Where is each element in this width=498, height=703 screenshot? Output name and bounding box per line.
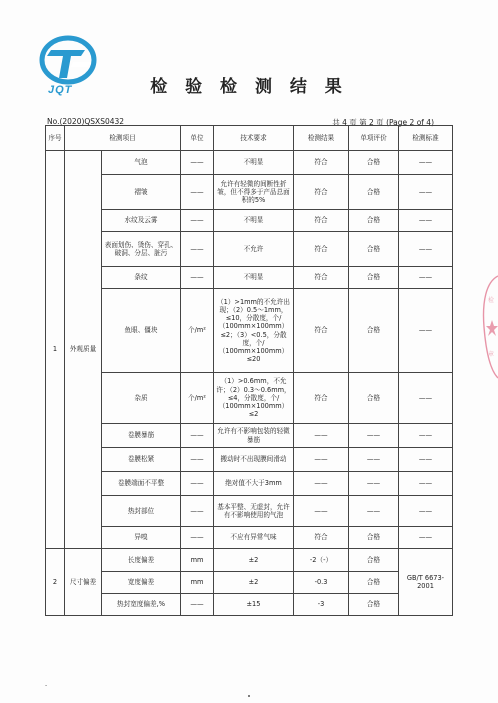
test-item: 杂质: [102, 373, 181, 424]
requirement-cell: 绝对值不大于3mm: [214, 472, 294, 496]
result-cell: ——: [294, 496, 349, 527]
test-item: 卷膜暴筋: [102, 424, 181, 448]
result-cell: ——: [294, 424, 349, 448]
result-cell: -2（-）: [294, 549, 349, 572]
requirement-cell: ±2: [214, 572, 294, 594]
requirement-cell: ±15: [214, 594, 294, 616]
table-row: [46, 175, 453, 210]
table-row: [46, 151, 453, 175]
standard-cell: GB/T 6673-2001: [399, 549, 453, 616]
unit-cell: 个/m²: [181, 289, 214, 373]
group-name: 外观质量: [65, 151, 102, 549]
standard-cell: ——: [399, 289, 453, 373]
test-item: 卷膜端面不平整: [102, 472, 181, 496]
evaluation-cell: 合格: [349, 210, 399, 232]
requirement-cell: 不明显: [214, 267, 294, 289]
evaluation-cell: 合格: [349, 527, 399, 549]
standard-cell: ——: [399, 232, 453, 267]
table-header-row: [46, 126, 453, 151]
requirement-cell: 不允许: [214, 232, 294, 267]
test-item: 条纹: [102, 267, 181, 289]
unit-cell: ——: [181, 267, 214, 289]
evaluation-cell: 合格: [349, 175, 399, 210]
evaluation-cell: 合格: [349, 267, 399, 289]
unit-cell: ——: [181, 527, 214, 549]
standard-cell: ——: [399, 210, 453, 232]
requirement-cell: 不明显: [214, 151, 294, 175]
unit-cell: mm: [181, 572, 214, 594]
result-cell: ——: [294, 448, 349, 472]
header-result: 检测结果: [294, 126, 349, 151]
standard-cell: ——: [399, 267, 453, 289]
table-row: [46, 267, 453, 289]
result-cell: 符合: [294, 232, 349, 267]
unit-cell: ——: [181, 594, 214, 616]
table-row: [46, 472, 453, 496]
standard-cell: ——: [399, 527, 453, 549]
result-cell: ——: [294, 472, 349, 496]
header-no: 序号: [46, 126, 65, 151]
requirement-cell: 基本平整、无虚封，允许有不影响使用的气泡: [214, 496, 294, 527]
test-item: 鱼眼、僵块: [102, 289, 181, 373]
result-cell: 符合: [294, 210, 349, 232]
unit-cell: ——: [181, 175, 214, 210]
unit-cell: mm: [181, 549, 214, 572]
header-unit: 单位: [181, 126, 214, 151]
requirement-cell: （1）>1mm的不允许出现；（2）0.5～1mm，≤10，分散度，个/（100mm×100mm）≤2；（3）<0.5，分散度，个/（100mm×100mm）≤20: [214, 289, 294, 373]
result-cell: 符合: [294, 151, 349, 175]
test-item: 气泡: [102, 151, 181, 175]
table-row: [46, 594, 453, 616]
unit-cell: ——: [181, 472, 214, 496]
test-item: 表面划伤、烫伤、穿孔、破洞、分层、脏污: [102, 232, 181, 267]
evaluation-cell: 合格: [349, 373, 399, 424]
requirement-cell: （1）>0.6mm，不允许；（2）0.3～0.6mm，≤4，分散度，个/（100mm×100mm）≤2: [214, 373, 294, 424]
evaluation-cell: ——: [349, 472, 399, 496]
table-row: [46, 424, 453, 448]
test-item: 卷膜松紧: [102, 448, 181, 472]
unit-cell: ——: [181, 448, 214, 472]
report-number: No.(2020)QSXS0432: [47, 117, 125, 126]
standard-cell: ——: [399, 424, 453, 448]
standard-cell: ——: [399, 448, 453, 472]
evaluation-cell: 合格: [349, 572, 399, 594]
test-item: 水纹及云雾: [102, 210, 181, 232]
table-row: [46, 572, 453, 594]
standard-cell: ——: [399, 496, 453, 527]
requirement-cell: 不明显: [214, 210, 294, 232]
test-item: 宽度偏差: [102, 572, 181, 594]
table-row: [46, 289, 453, 373]
standard-cell: ——: [399, 175, 453, 210]
requirement-cell: 不应有异常气味: [214, 527, 294, 549]
page-dot: [248, 695, 250, 697]
table-row: [46, 232, 453, 267]
header-requirement: 技术要求: [214, 126, 294, 151]
unit-cell: ——: [181, 496, 214, 527]
logo-text: JQT: [48, 84, 73, 96]
evaluation-cell: 合格: [349, 549, 399, 572]
header-item: 检测项目: [65, 126, 181, 151]
results-table: [45, 125, 453, 616]
result-cell: 符合: [294, 527, 349, 549]
test-item: 热封部位: [102, 496, 181, 527]
svg-text:检: 检: [488, 297, 495, 304]
requirement-cell: 允许有不影响包装的轻微暴筋: [214, 424, 294, 448]
header-standard: 检测标准: [399, 126, 453, 151]
page-title: 检 验 检 测 结 果: [150, 77, 348, 97]
standard-cell: ——: [399, 151, 453, 175]
evaluation-cell: 合格: [349, 594, 399, 616]
result-cell: 符合: [294, 267, 349, 289]
seal-stamp: [480, 272, 498, 382]
footer-mark: -: [45, 682, 48, 689]
test-item: 异嗅: [102, 527, 181, 549]
evaluation-cell: 合格: [349, 289, 399, 373]
evaluation-cell: ——: [349, 496, 399, 527]
unit-cell: 个/m²: [181, 373, 214, 424]
table-row: [46, 549, 453, 572]
group-name: 尺寸偏差: [65, 549, 102, 616]
table-row: [46, 448, 453, 472]
test-item: 褶皱: [102, 175, 181, 210]
unit-cell: ——: [181, 232, 214, 267]
table-row: [46, 496, 453, 527]
result-cell: 符合: [294, 175, 349, 210]
header-evaluation: 单项评价: [349, 126, 399, 151]
unit-cell: ——: [181, 151, 214, 175]
result-cell: -0.3: [294, 572, 349, 594]
requirement-cell: 允许有轻微的间断性折皱，但不得多于产品总面积的5%: [214, 175, 294, 210]
unit-cell: ——: [181, 424, 214, 448]
evaluation-cell: ——: [349, 424, 399, 448]
table-row: [46, 527, 453, 549]
evaluation-cell: ——: [349, 448, 399, 472]
result-cell: 符合: [294, 373, 349, 424]
requirement-cell: ±2: [214, 549, 294, 572]
unit-cell: ——: [181, 210, 214, 232]
group-number: 1: [46, 151, 65, 549]
svg-text:章: 章: [488, 351, 495, 358]
result-cell: -3: [294, 594, 349, 616]
test-item: 长度偏差: [102, 549, 181, 572]
evaluation-cell: 合格: [349, 232, 399, 267]
table-row: [46, 373, 453, 424]
page-info: 共 4 页 第 2 页 (Page 2 of 4): [332, 118, 434, 127]
evaluation-cell: 合格: [349, 151, 399, 175]
test-item: 热封宽度偏差,%: [102, 594, 181, 616]
group-number: 2: [46, 549, 65, 616]
standard-cell: ——: [399, 472, 453, 496]
standard-cell: ——: [399, 373, 453, 424]
result-cell: 符合: [294, 289, 349, 373]
requirement-cell: 搬动时不出现膜间滑动: [214, 448, 294, 472]
table-row: [46, 210, 453, 232]
